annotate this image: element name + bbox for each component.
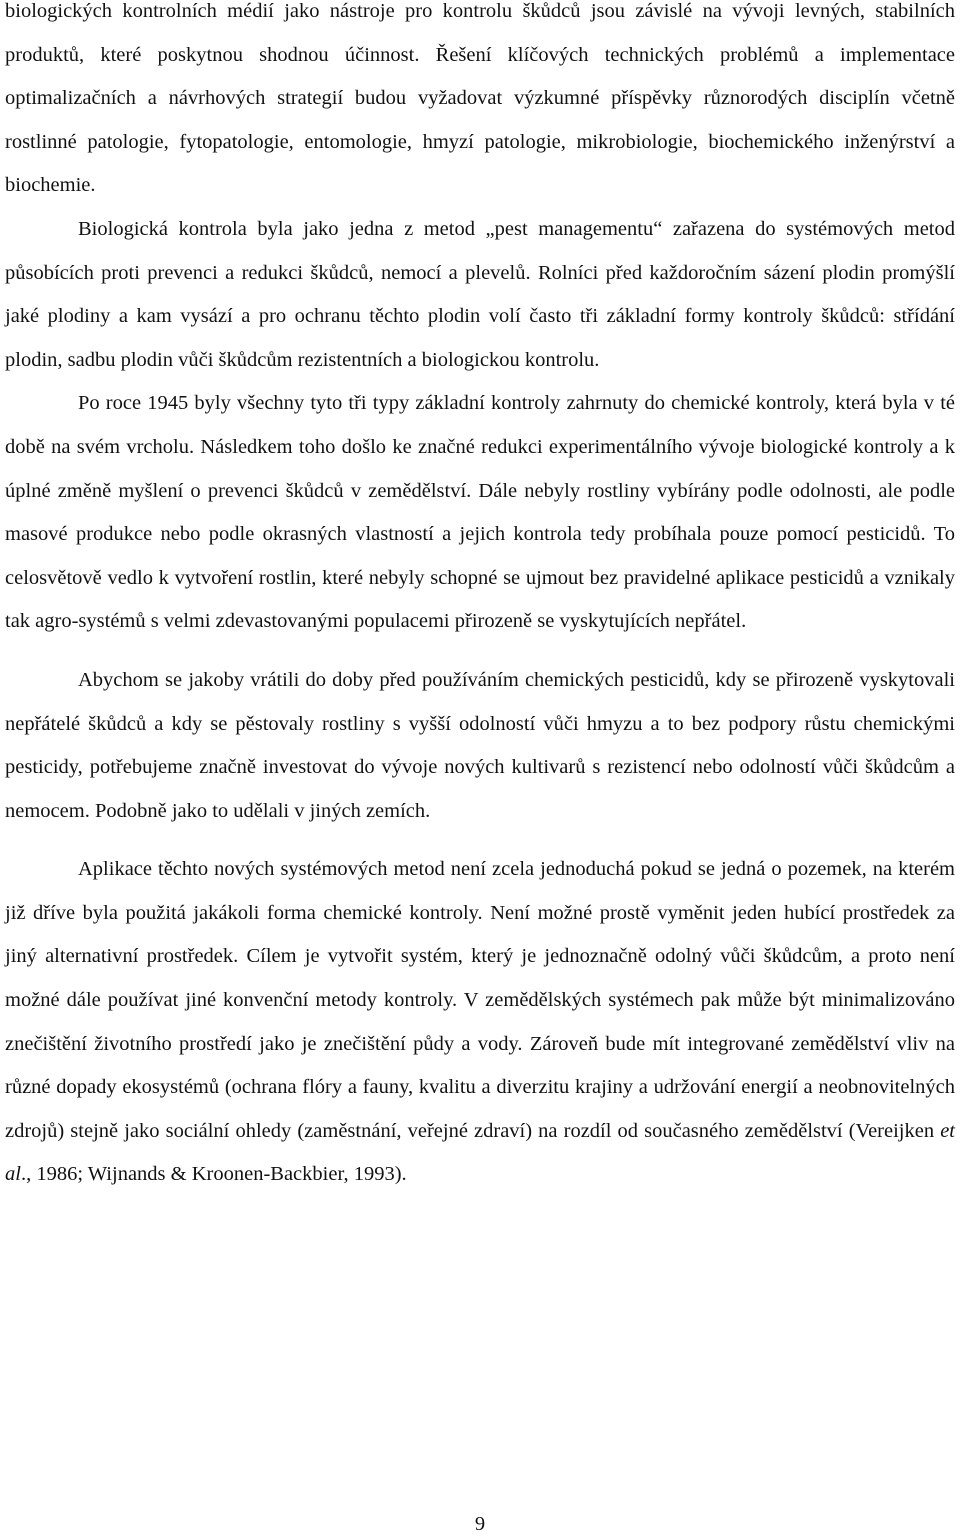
paragraph-3: Po roce 1945 byly všechny tyto tři typy základní kontroly zahrnuty do chemické kontroly, která byla v té době na svém vrcholu. Následkem toho došlo ke značné redukci experimentálního vývoje biologické kontroly a k úplné změně myšlení o prevenci škůdců v zemědělství. Dále nebyly rostliny vybírány podle odolnosti, ale podle masové produkce nebo podle okrasných vlastností a jejich kontrola tedy probíhala pouze pomocí pesticidů. To celosvětově vedlo k vytvoření rostlin, které nebyly schopné se ujmout bez pravidelné aplikace pesticidů a vznikaly tak agro-systémů s velmi zdevastovanými populacemi přirozeně se vyskytujících nepřátel. — [5, 392, 955, 633]
citation-et-al: et al — [5, 1119, 955, 1186]
document-page — [5, 0, 955, 1197]
paragraph-5 — [5, 848, 955, 1197]
paragraph-5-text-end: ., 1986; Wijnands & Kroonen-Backbier, 1993). — [20, 1163, 407, 1186]
paragraph-5-text-start: Aplikace těchto nových systémových metod není zcela jednoduchá pokud se jedná o pozemek, na kterém již dříve byla použitá jakákoli forma chemické kontroly. Není možné prostě vyměnit jeden hubící prostředek za jiný alternativní prostředek. Cílem je vytvořit systém, který je jednoznačně odolný vůči škůdcům, a proto není možné dále používat jiné konvenční metody kontroly. V zemědělských systémech pak může být minimalizováno znečištění životního prostředí jako je znečištění půdy a vody. Zároveň bude mít integrované zemědělství vliv na různé dopady ekosystémů (ochrana flóry a fauny, kvalitu a diverzitu krajiny a udržování energií a neobnovitelných zdrojů) stejně jako sociální ohledy (zaměstnání, veřejné zdraví) na rozdíl od současného zemědělství (Vereijken — [5, 858, 955, 1142]
paragraph-1: biologických kontrolních médií jako nástroje pro kontrolu škůdců jsou závislé na vývoji levných, stabilních produktů, které poskytnou shodnou účinnost. Řešení klíčových technických problémů a implementace optimalizačních a návrhových strategií budou vyžadovat výzkumné příspěvky různorodých disciplín včetně rostlinné patologie, fytopatologie, entomologie, hmyzí patologie, mikrobiologie, biochemického inženýrství a biochemie. — [5, 0, 955, 197]
page-number: 9 — [474, 1513, 486, 1535]
paragraph-4: Abychom se jakoby vrátili do doby před používáním chemických pesticidů, kdy se přirozeně vyskytovali nepřátelé škůdců a kdy se pěstovaly rostliny s vyšší odolností vůči hmyzu a to bez podpory růstu chemickými pesticidy, potřebujeme značně investovat do vývoje nových kultivarů s rezistencí nebo odolností vůči škůdcům a nemocem. Podobně jako to udělali v jiných zemích. — [5, 668, 955, 822]
paragraph-2: Biologická kontrola byla jako jedna z metod „pest managementu“ zařazena do systémových metod působících proti prevenci a redukci škůdců, nemocí a plevelů. Rolníci před každoročním sázení plodin promýšlí jaké plodiny a kam vysází a pro ochranu těchto plodin volí často tři základní formy kontroly škůdců: střídání plodin, sadbu plodin vůči škůdcům rezistentních a biologickou kontrolu. — [5, 217, 955, 371]
